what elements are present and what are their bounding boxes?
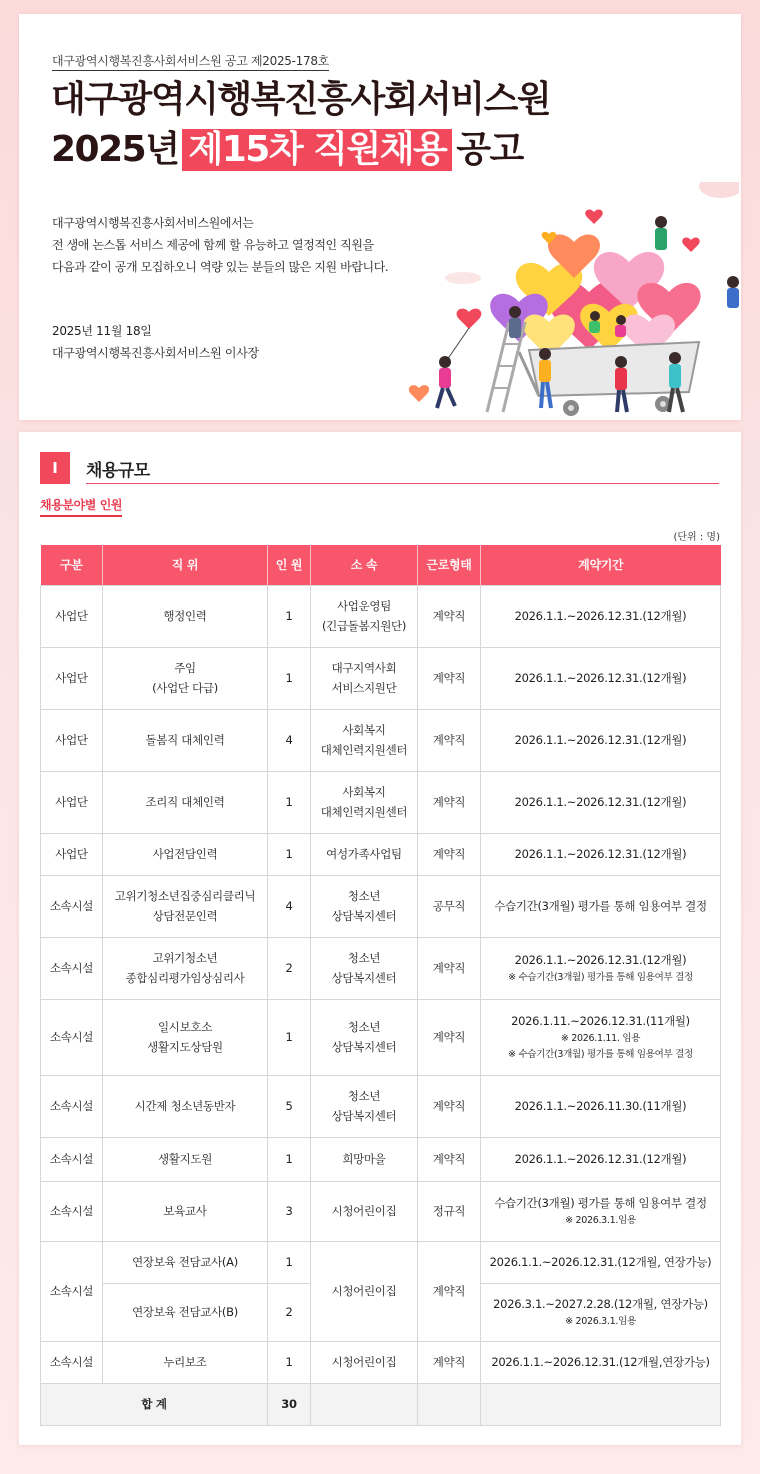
position-cell — [103, 875, 268, 937]
category-cell — [41, 1241, 103, 1341]
period-text: 2026.1.1.~2026.12.31.(12개월) — [514, 609, 687, 623]
employment-type-cell — [418, 937, 481, 999]
col-header: 직 위 — [103, 545, 268, 585]
col-header: 소 속 — [311, 545, 418, 585]
total-count-cell-text: 30 — [281, 1397, 297, 1411]
period-cell — [481, 1283, 721, 1341]
position-cell — [103, 833, 268, 875]
org-cell — [311, 585, 418, 647]
employment-type-cell — [418, 1137, 481, 1181]
org-cell — [311, 1075, 418, 1137]
category-cell-text: 사업단 — [55, 847, 88, 861]
headcount-cell — [268, 1181, 311, 1241]
org-cell-text: 시청어린이집 — [331, 1284, 397, 1298]
org-line: 상담복지센터 — [331, 909, 397, 923]
position-cell — [103, 709, 268, 771]
period-cell — [481, 1181, 721, 1241]
total-label-cell-text: 합 계 — [141, 1397, 167, 1411]
employment-type-cell-text: 공무직 — [432, 899, 466, 913]
position-cell — [103, 1181, 268, 1241]
employment-type-cell-text: 계약직 — [432, 609, 466, 623]
table-row — [41, 999, 721, 1075]
org-cell — [311, 771, 418, 833]
headcount-cell — [268, 1283, 311, 1341]
org-line: 청소년 — [347, 1020, 381, 1034]
position-cell — [103, 937, 268, 999]
org-line: 대체인력지원센터 — [320, 805, 408, 819]
employment-type-cell — [418, 647, 481, 709]
org-line: (긴급돌봄지원단) — [321, 619, 407, 633]
empty-cell — [418, 1383, 481, 1425]
period-cell — [481, 709, 721, 771]
employment-type-cell — [418, 1181, 481, 1241]
position-cell — [103, 1075, 268, 1137]
category-cell — [41, 647, 103, 709]
category-cell-text: 사업단 — [55, 733, 88, 747]
position-cell-text: 고위기청소년집중심리클리닉 상담전문인력 — [114, 889, 256, 923]
hearts-illustration — [399, 182, 739, 416]
period-cell — [481, 833, 721, 875]
headcount-cell-text: 1 — [285, 671, 293, 685]
period-note: ※ 수습기간(3개월) 평가를 통해 임용여부 결정 — [508, 1049, 693, 1060]
org-cell — [311, 999, 418, 1075]
period-text: 수습기간(3개월) 평가를 통해 임용여부 결정 — [494, 899, 707, 913]
table-row — [41, 647, 721, 709]
headcount-cell-text: 2 — [285, 961, 293, 975]
employment-type-cell — [418, 1075, 481, 1137]
section-number: Ⅰ — [40, 452, 70, 484]
org-line: 상담복지센터 — [331, 1040, 397, 1054]
headcount-cell — [268, 647, 311, 709]
org-cell — [311, 833, 418, 875]
table-row — [41, 771, 721, 833]
headcount-cell-text: 1 — [285, 1030, 293, 1044]
position-cell-text: 고위기청소년 종합심리평가임상심리사 — [125, 951, 245, 985]
period-cell — [481, 1137, 721, 1181]
employment-type-cell-text: 계약직 — [432, 733, 466, 747]
notice-number: 대구광역시행복진흥사회서비스원 공고 제2025-178호 — [52, 52, 329, 71]
employment-type-cell-text: 계약직 — [432, 1284, 466, 1298]
period-cell — [481, 999, 721, 1075]
category-cell-text: 소속시설 — [49, 1284, 94, 1298]
position-cell-text: 연장보육 전담교사(A) — [132, 1255, 238, 1269]
intro-line: 다음과 같이 공개 모집하오니 역량 있는 분들의 많은 지원 바랍니다. — [52, 260, 389, 274]
period-text: 2026.1.1.~2026.12.31.(12개월) — [514, 1152, 687, 1166]
employment-type-cell-text: 계약직 — [432, 1030, 466, 1044]
org-line: 상담복지센터 — [331, 971, 397, 985]
org-line: 청소년 — [347, 1089, 381, 1103]
headcount-cell-text: 2 — [285, 1305, 293, 1319]
position-cell-text: 조리직 대체인력 — [145, 795, 225, 809]
position-cell-text: 주임 (사업단 다급) — [152, 661, 218, 695]
category-cell — [41, 1341, 103, 1383]
category-cell-text: 사업단 — [55, 671, 88, 685]
position-cell — [103, 585, 268, 647]
category-cell — [41, 875, 103, 937]
period-cell — [481, 1075, 721, 1137]
org-cell — [311, 1341, 418, 1383]
period-cell — [481, 1241, 721, 1283]
headcount-cell — [268, 833, 311, 875]
org-line: 청소년 — [347, 889, 381, 903]
period-text: 수습기간(3개월) 평가를 통해 임용여부 결정 — [494, 1196, 707, 1210]
total-count-cell — [268, 1383, 311, 1425]
category-cell — [41, 833, 103, 875]
headcount-cell-text: 1 — [285, 847, 293, 861]
table-row — [41, 1341, 721, 1383]
position-cell-text: 연장보육 전담교사(B) — [132, 1305, 238, 1319]
category-cell-text: 사업단 — [55, 609, 88, 623]
category-cell-text: 소속시설 — [49, 1204, 94, 1218]
category-cell — [41, 1181, 103, 1241]
employment-type-cell-text: 계약직 — [432, 1355, 466, 1369]
period-note: ※ 2026.3.1.임용 — [565, 1215, 636, 1226]
employment-type-cell — [418, 833, 481, 875]
headcount-cell-text: 1 — [285, 609, 293, 623]
category-cell — [41, 585, 103, 647]
category-cell — [41, 1075, 103, 1137]
period-cell-text: 2026.1.1.~2026.12.31.(12개월,연장가능) — [491, 1355, 710, 1369]
org-cell — [311, 1181, 418, 1241]
employment-type-cell-text: 계약직 — [432, 847, 466, 861]
position-cell — [103, 1241, 268, 1283]
title-highlight: 제15차 직원채용 — [182, 129, 452, 171]
org-line: 대구지역사회 — [331, 661, 397, 675]
headcount-cell-text: 4 — [285, 733, 293, 747]
category-cell-text: 소속시설 — [49, 1152, 94, 1166]
headcount-cell — [268, 1137, 311, 1181]
signature-block — [52, 320, 259, 364]
col-header: 근로형태 — [418, 545, 481, 585]
table-header-row — [41, 545, 721, 585]
intro-line: 대구광역시행복진흥사회서비스원에서는 — [52, 216, 254, 230]
headcount-cell — [268, 709, 311, 771]
employment-type-cell — [418, 585, 481, 647]
table-row — [41, 1075, 721, 1137]
category-cell-text: 소속시설 — [49, 1099, 94, 1113]
intro-line: 전 생애 논스톱 서비스 제공에 함께 할 유능하고 열정적인 직원을 — [52, 238, 374, 252]
position-cell — [103, 647, 268, 709]
category-cell — [41, 709, 103, 771]
period-text: 2026.1.1.~2026.12.31.(12개월) — [514, 847, 687, 861]
category-cell — [41, 771, 103, 833]
org-cell — [311, 875, 418, 937]
employment-type-cell — [418, 875, 481, 937]
unit-label: (단위 : 명) — [673, 532, 720, 543]
position-cell-text: 보육교사 — [163, 1204, 207, 1218]
header-card — [19, 14, 741, 420]
position-cell — [103, 1137, 268, 1181]
org-line: 희망마을 — [342, 1152, 386, 1166]
total-row — [41, 1383, 721, 1425]
employment-type-cell-text: 정규직 — [432, 1204, 466, 1218]
org-line: 여성가족사업팀 — [326, 847, 402, 861]
position-cell — [103, 1341, 268, 1383]
org-cell — [311, 937, 418, 999]
org-cell — [311, 647, 418, 709]
period-text: 2026.1.1.~2026.12.31.(12개월) — [514, 953, 687, 967]
org-line: 청소년 — [347, 951, 381, 965]
org-line: 대체인력지원센터 — [320, 743, 408, 757]
col-header: 계약기간 — [481, 545, 721, 585]
org-cell-text: 시청어린이집 — [331, 1355, 397, 1369]
headcount-cell-text: 1 — [285, 795, 293, 809]
subsection-title: 채용분야별 인원 — [40, 496, 122, 517]
employment-type-cell-text: 계약직 — [432, 1099, 466, 1113]
period-cell — [481, 1341, 721, 1383]
position-cell-text: 사업전담인력 — [152, 847, 218, 861]
position-cell-text: 시간제 청소년동반자 — [134, 1099, 236, 1113]
position-cell-text: 생활지도원 — [157, 1152, 213, 1166]
employment-type-cell — [418, 771, 481, 833]
employment-type-cell — [418, 999, 481, 1075]
period-text: 2026.1.1.~2026.12.31.(12개월) — [514, 671, 687, 685]
headcount-cell-text: 5 — [285, 1099, 293, 1113]
empty-cell — [311, 1383, 418, 1425]
intro-text — [52, 212, 388, 278]
notice-date: 2025년 11월 18일 — [52, 324, 152, 338]
period-text: 2026.3.1.~2027.2.28.(12개월, 연장가능) — [493, 1297, 708, 1311]
org-line: 서비스지원단 — [331, 681, 397, 695]
headcount-cell — [268, 1341, 311, 1383]
total-label-cell — [41, 1383, 268, 1425]
headcount-cell — [268, 999, 311, 1075]
headcount-cell — [268, 585, 311, 647]
period-text: 2026.1.1.~2026.12.31.(12개월, 연장가능) — [489, 1255, 712, 1269]
table-row — [41, 1181, 721, 1241]
col-header: 인 원 — [268, 545, 311, 585]
headcount-cell-text: 4 — [285, 899, 293, 913]
org-line: 사업운영팀 — [336, 599, 392, 613]
period-note: ※ 2026.3.1.임용 — [565, 1316, 636, 1327]
employment-type-cell — [418, 1341, 481, 1383]
section-title: 채용규모 — [86, 461, 150, 481]
position-cell — [103, 771, 268, 833]
employment-type-cell-text: 계약직 — [432, 795, 466, 809]
period-cell — [481, 875, 721, 937]
title-year: 2025년 — [51, 129, 179, 170]
headcount-cell-text: 1 — [285, 1255, 293, 1269]
category-cell — [41, 1137, 103, 1181]
period-cell — [481, 771, 721, 833]
title-suffix: 공고 — [456, 129, 523, 170]
category-cell-text: 사업단 — [55, 795, 88, 809]
org-cell — [311, 1241, 418, 1341]
period-text: 2026.1.1.~2026.12.31.(12개월) — [514, 795, 687, 809]
category-cell — [41, 999, 103, 1075]
table-row — [41, 833, 721, 875]
title-line2 — [51, 128, 523, 172]
table-row — [41, 1241, 721, 1283]
headcount-cell-text: 1 — [285, 1355, 293, 1369]
col-header: 구분 — [41, 545, 103, 585]
org-line: 시청어린이집 — [331, 1204, 397, 1218]
category-cell-text: 소속시설 — [49, 1355, 94, 1369]
org-line: 사회복지 — [342, 785, 386, 799]
headcount-cell — [268, 771, 311, 833]
table-row — [41, 937, 721, 999]
signer: 대구광역시행복진흥사회서비스원 이사장 — [52, 346, 259, 360]
title-org: 대구광역시행복진흥사회서비스원 — [51, 79, 551, 120]
table-row — [41, 585, 721, 647]
headcount-cell — [268, 875, 311, 937]
table-row — [41, 1137, 721, 1181]
period-text: 2026.1.1.~2026.11.30.(11개월) — [514, 1099, 687, 1113]
table-row — [41, 709, 721, 771]
position-cell — [103, 999, 268, 1075]
headcount-cell — [268, 1241, 311, 1283]
org-cell — [311, 1137, 418, 1181]
period-text: 2026.1.1.~2026.12.31.(12개월) — [514, 733, 687, 747]
category-cell-text: 소속시설 — [49, 1030, 94, 1044]
position-cell-text: 돌봄직 대체인력 — [145, 733, 225, 747]
category-cell-text: 소속시설 — [49, 899, 94, 913]
period-note: ※ 2026.1.11. 임용 — [560, 1033, 641, 1044]
period-cell — [481, 647, 721, 709]
headcount-cell — [268, 1075, 311, 1137]
org-line: 사회복지 — [342, 723, 386, 737]
headcount-cell — [268, 937, 311, 999]
employment-type-cell-text: 계약직 — [432, 1152, 466, 1166]
empty-cell — [481, 1383, 721, 1425]
period-cell — [481, 937, 721, 999]
headcount-cell-text: 3 — [285, 1204, 293, 1218]
headcount-cell-text: 1 — [285, 1152, 293, 1166]
recruitment-table — [40, 545, 721, 1426]
position-cell-text: 행정인력 — [163, 609, 207, 623]
employment-type-cell-text: 계약직 — [432, 671, 466, 685]
category-cell — [41, 937, 103, 999]
category-cell-text: 소속시설 — [49, 961, 94, 975]
org-cell — [311, 709, 418, 771]
org-line: 상담복지센터 — [331, 1109, 397, 1123]
table-row — [41, 875, 721, 937]
period-cell — [481, 585, 721, 647]
position-cell-text: 일시보호소 생활지도상담원 — [147, 1020, 223, 1054]
section-header — [40, 452, 719, 484]
position-cell-text: 누리보조 — [163, 1355, 207, 1369]
recruitment-card — [19, 432, 741, 1445]
employment-type-cell-text: 계약직 — [432, 961, 466, 975]
section-divider — [86, 483, 719, 484]
employment-type-cell — [418, 1241, 481, 1341]
period-text: 2026.1.11.~2026.12.31.(11개월) — [511, 1014, 690, 1028]
employment-type-cell — [418, 709, 481, 771]
period-note: ※ 수습기간(3개월) 평가를 통해 임용여부 결정 — [508, 972, 693, 983]
position-cell — [103, 1283, 268, 1341]
